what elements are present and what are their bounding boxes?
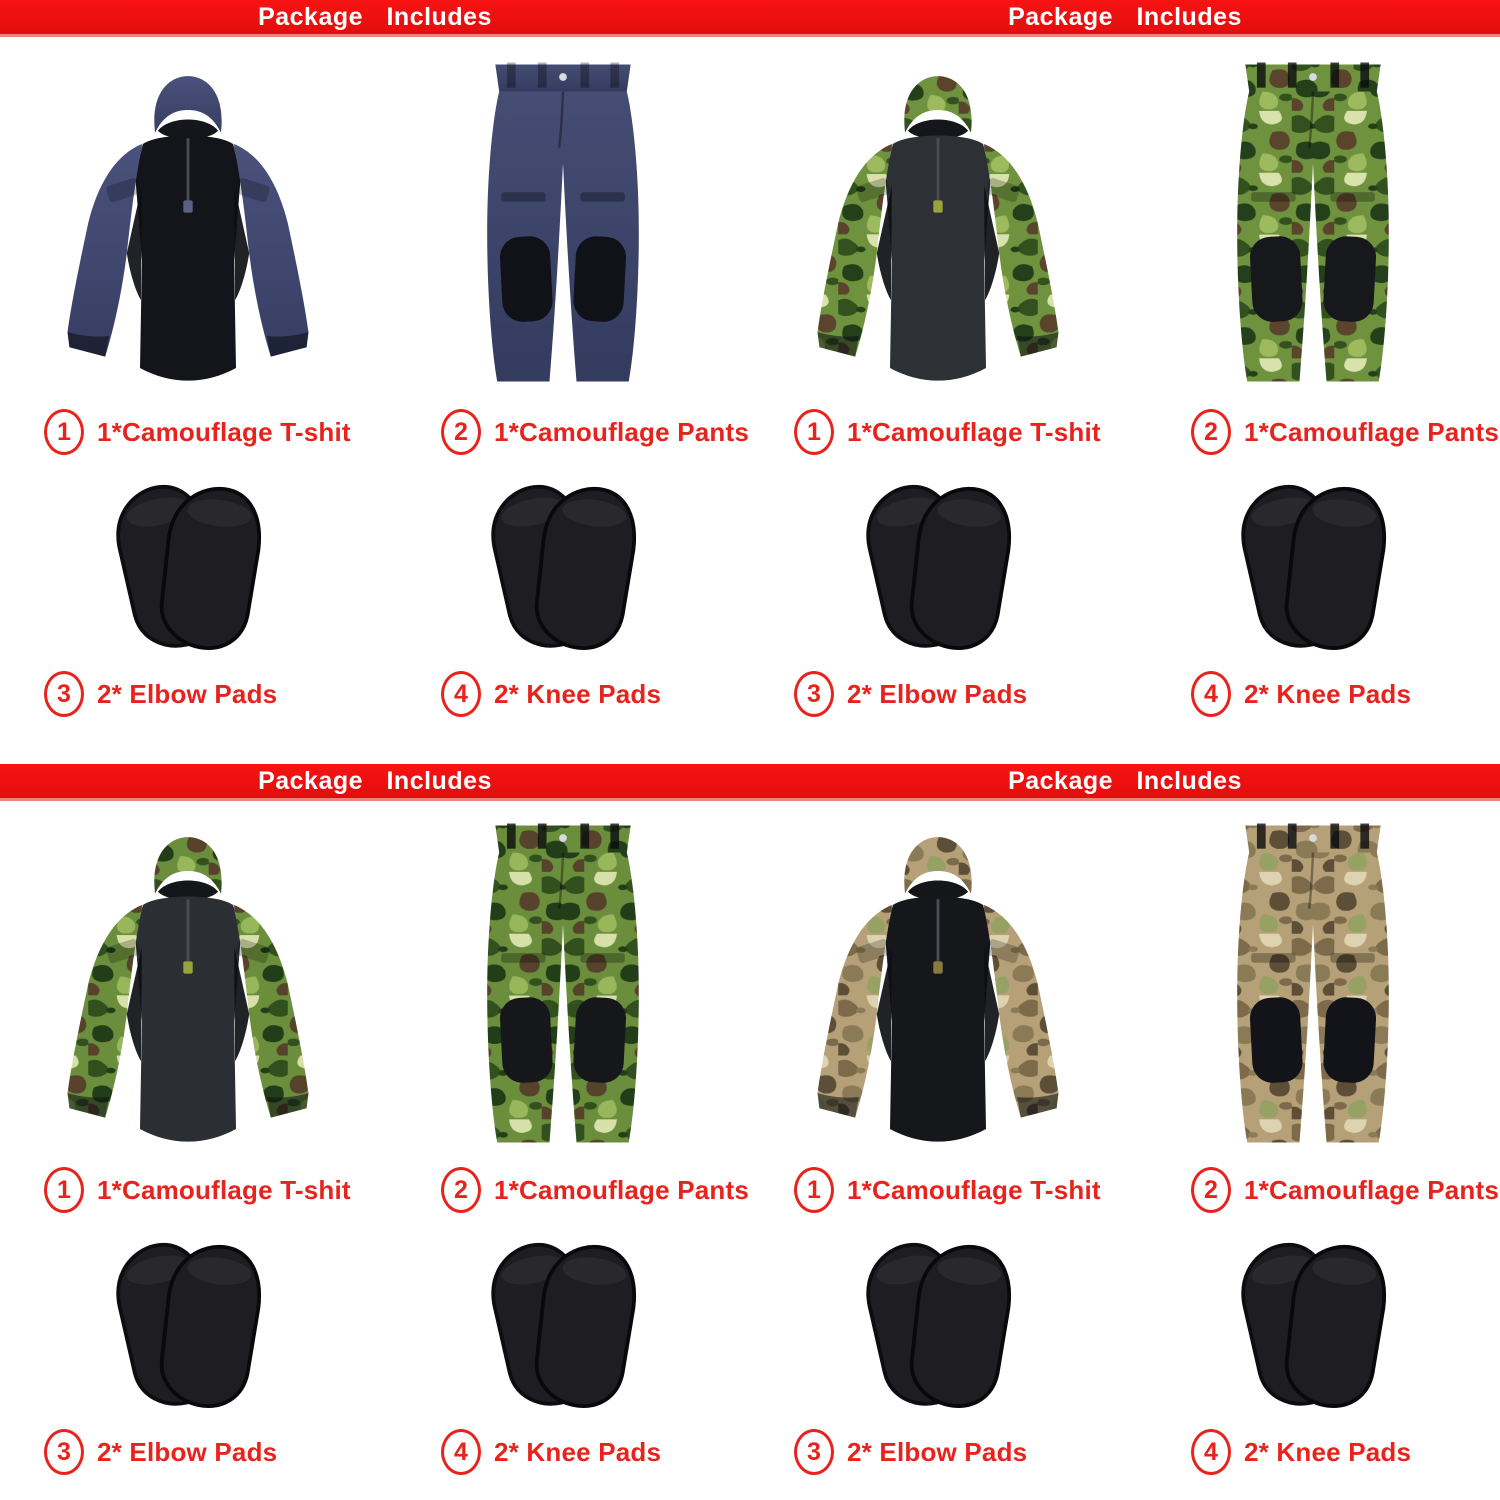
circled-number: 4 (1191, 1429, 1231, 1475)
caption-label: 2* Elbow Pads (847, 678, 1028, 709)
pads-captions (750, 671, 1500, 717)
camouflage-tshirt-photo (28, 49, 348, 397)
caption-label: 2* Elbow Pads (97, 678, 278, 709)
elbow-pads-photo (75, 468, 301, 660)
caption-label: 2* Knee Pads (1244, 678, 1412, 709)
caption-pants (375, 1167, 750, 1213)
pads-row (0, 461, 750, 667)
package-panel-tropic-2 (0, 750, 750, 1500)
elbow-pads-photo (825, 468, 1051, 660)
caption-label: 1*Camouflage T-shit (847, 416, 1101, 447)
elbow-pads-photo (75, 1226, 301, 1418)
caption-label: 2* Knee Pads (494, 1436, 662, 1467)
garment-row (0, 801, 750, 1167)
circled-number: 2 (441, 409, 481, 455)
caption-label: 1*Camouflage T-shit (847, 1174, 1101, 1205)
banner-title: Package Includes (1008, 2, 1242, 31)
package-panel-multicam (750, 750, 1500, 1500)
caption-pants (1125, 1167, 1500, 1213)
caption-label: 1*Camouflage Pants (1244, 416, 1500, 447)
banner-title: Package Includes (258, 2, 492, 31)
caption-knee-pads (375, 671, 750, 717)
caption-elbow-pads (750, 671, 1125, 717)
pads-row (0, 1219, 750, 1425)
caption-tshirt (750, 1167, 1125, 1213)
garment-row (750, 37, 1500, 409)
package-includes-banner (0, 0, 750, 37)
circled-number: 2 (1191, 1167, 1231, 1213)
pads-row (750, 461, 1500, 667)
caption-label: 1*Camouflage Pants (494, 416, 750, 447)
pads-captions (750, 1429, 1500, 1475)
pads-row (750, 1219, 1500, 1425)
package-panel-tropic (750, 0, 1500, 750)
bottom-half (0, 750, 1500, 1500)
caption-label: 1*Camouflage T-shit (97, 1174, 351, 1205)
camouflage-pants-photo (418, 49, 708, 397)
package-panel-navy (0, 0, 750, 750)
caption-pants (375, 409, 750, 455)
caption-elbow-pads (0, 671, 375, 717)
knee-pads-photo (450, 468, 676, 660)
caption-knee-pads (1125, 671, 1500, 717)
caption-pants (1125, 409, 1500, 455)
circled-number: 4 (441, 1429, 481, 1475)
caption-label: 2* Elbow Pads (847, 1436, 1028, 1467)
package-includes-banner (750, 764, 1500, 801)
elbow-pads-photo (825, 1226, 1051, 1418)
caption-tshirt (0, 409, 375, 455)
camouflage-pants-photo (418, 810, 708, 1158)
circled-number: 3 (794, 1429, 834, 1475)
garment-row (0, 37, 750, 409)
camouflage-pants-photo (1168, 810, 1458, 1158)
caption-elbow-pads (750, 1429, 1125, 1475)
caption-knee-pads (1125, 1429, 1500, 1475)
caption-label: 2* Knee Pads (494, 678, 662, 709)
package-includes-banner (750, 0, 1500, 37)
circled-number: 3 (44, 1429, 84, 1475)
circled-number: 3 (794, 671, 834, 717)
caption-label: 1*Camouflage Pants (494, 1174, 750, 1205)
caption-label: 1*Camouflage T-shit (97, 416, 351, 447)
circled-number: 1 (44, 1167, 84, 1213)
banner-title: Package Includes (258, 766, 492, 795)
garment-row (750, 801, 1500, 1167)
caption-label: 1*Camouflage Pants (1244, 1174, 1500, 1205)
caption-tshirt (750, 409, 1125, 455)
garment-captions (0, 409, 750, 455)
knee-pads-photo (1200, 1226, 1426, 1418)
garment-captions (750, 1167, 1500, 1213)
camouflage-tshirt-photo (778, 49, 1098, 397)
pads-captions (0, 1429, 750, 1475)
caption-tshirt (0, 1167, 375, 1213)
garment-captions (750, 409, 1500, 455)
knee-pads-photo (450, 1226, 676, 1418)
circled-number: 4 (441, 671, 481, 717)
circled-number: 1 (44, 409, 84, 455)
knee-pads-photo (1200, 468, 1426, 660)
banner-title: Package Includes (1008, 766, 1242, 795)
circled-number: 1 (794, 409, 834, 455)
camouflage-tshirt-photo (28, 810, 348, 1158)
circled-number: 2 (1191, 409, 1231, 455)
circled-number: 3 (44, 671, 84, 717)
package-includes-banner (0, 764, 750, 801)
pads-captions (0, 671, 750, 717)
caption-label: 2* Elbow Pads (97, 1436, 278, 1467)
circled-number: 1 (794, 1167, 834, 1213)
caption-label: 2* Knee Pads (1244, 1436, 1412, 1467)
circled-number: 2 (441, 1167, 481, 1213)
caption-elbow-pads (0, 1429, 375, 1475)
caption-knee-pads (375, 1429, 750, 1475)
camouflage-pants-photo (1168, 49, 1458, 397)
circled-number: 4 (1191, 671, 1231, 717)
camouflage-tshirt-photo (778, 810, 1098, 1158)
garment-captions (0, 1167, 750, 1213)
